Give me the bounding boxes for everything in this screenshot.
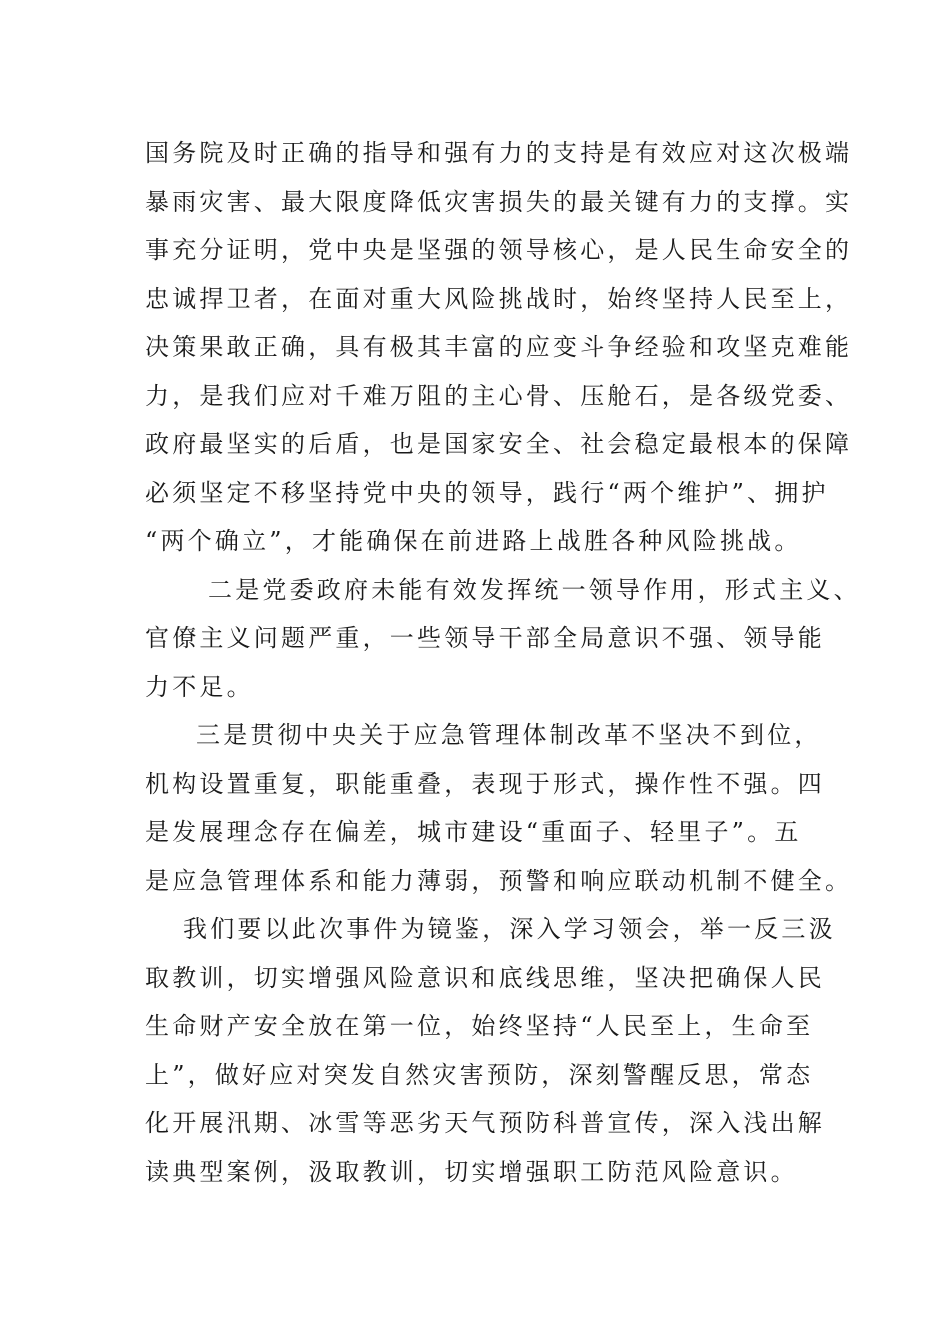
- text-line: 是发展理念存在偏差，城市建设“重面子、轻里子”。五: [145, 818, 802, 846]
- text-line: 决策果敢正确，具有极其丰富的应变斗争经验和攻坚克难能: [145, 333, 853, 361]
- text-line: 是应急管理体系和能力薄弱，预警和响应联动机制不健全。: [145, 867, 853, 895]
- text-line: 生命财产安全放在第一位，始终坚持“人民至上，生命至: [145, 1012, 814, 1040]
- text-line: 取教训，切实增强风险意识和底线思维，坚决把确保人民: [145, 964, 825, 992]
- text-line: 官僚主义问题严重，一些领导干部全局意识不强、领导能: [145, 624, 825, 652]
- text-line: 力，是我们应对千难万阻的主心骨、压舱石，是各级党委、: [145, 382, 853, 410]
- text-line: 事充分证明，党中央是坚强的领导核心，是人民生命安全的: [145, 236, 853, 264]
- text-line: 必须坚定不移坚持党中央的领导，践行“两个维护”、拥护: [145, 479, 829, 507]
- paragraph-4-first-line: 我们要以此次事件为镜鉴，深入学习领会，举一反三汲: [183, 915, 836, 943]
- text-line: 政府最坚实的后盾，也是国家安全、社会稳定最根本的保障: [145, 430, 853, 458]
- text-line: 机构设置重复，职能重叠，表现于形式，操作性不强。四: [145, 770, 825, 798]
- paragraph-3-first-line: 三是贯彻中央关于应急管理体制改革不坚决不到位，: [196, 721, 822, 749]
- text-line: 上”，做好应对突发自然灾害预防，深刻警醒反思，常态: [145, 1061, 814, 1089]
- text-line: 化开展汛期、冰雪等恶劣天气预防科普宣传，深入浅出解: [145, 1109, 825, 1137]
- paragraph-2-first-line: 二是党委政府未能有效发挥统一领导作用，形式主义、: [208, 576, 861, 604]
- text-line: “两个确立”，才能确保在前进路上战胜各种风险挑战。: [145, 527, 802, 555]
- text-line: 忠诚捍卫者，在面对重大风险挑战时，始终坚持人民至上，: [145, 285, 853, 313]
- text-line: 暴雨灾害、最大限度降低灾害损失的最关键有力的支撑。实: [145, 188, 853, 216]
- text-line: 读典型案例，汲取教训，切实增强职工防范风险意识。: [145, 1158, 798, 1186]
- text-line: 国务院及时正确的指导和强有力的支持是有效应对这次极端: [145, 139, 853, 167]
- text-line: 力不足。: [145, 673, 254, 701]
